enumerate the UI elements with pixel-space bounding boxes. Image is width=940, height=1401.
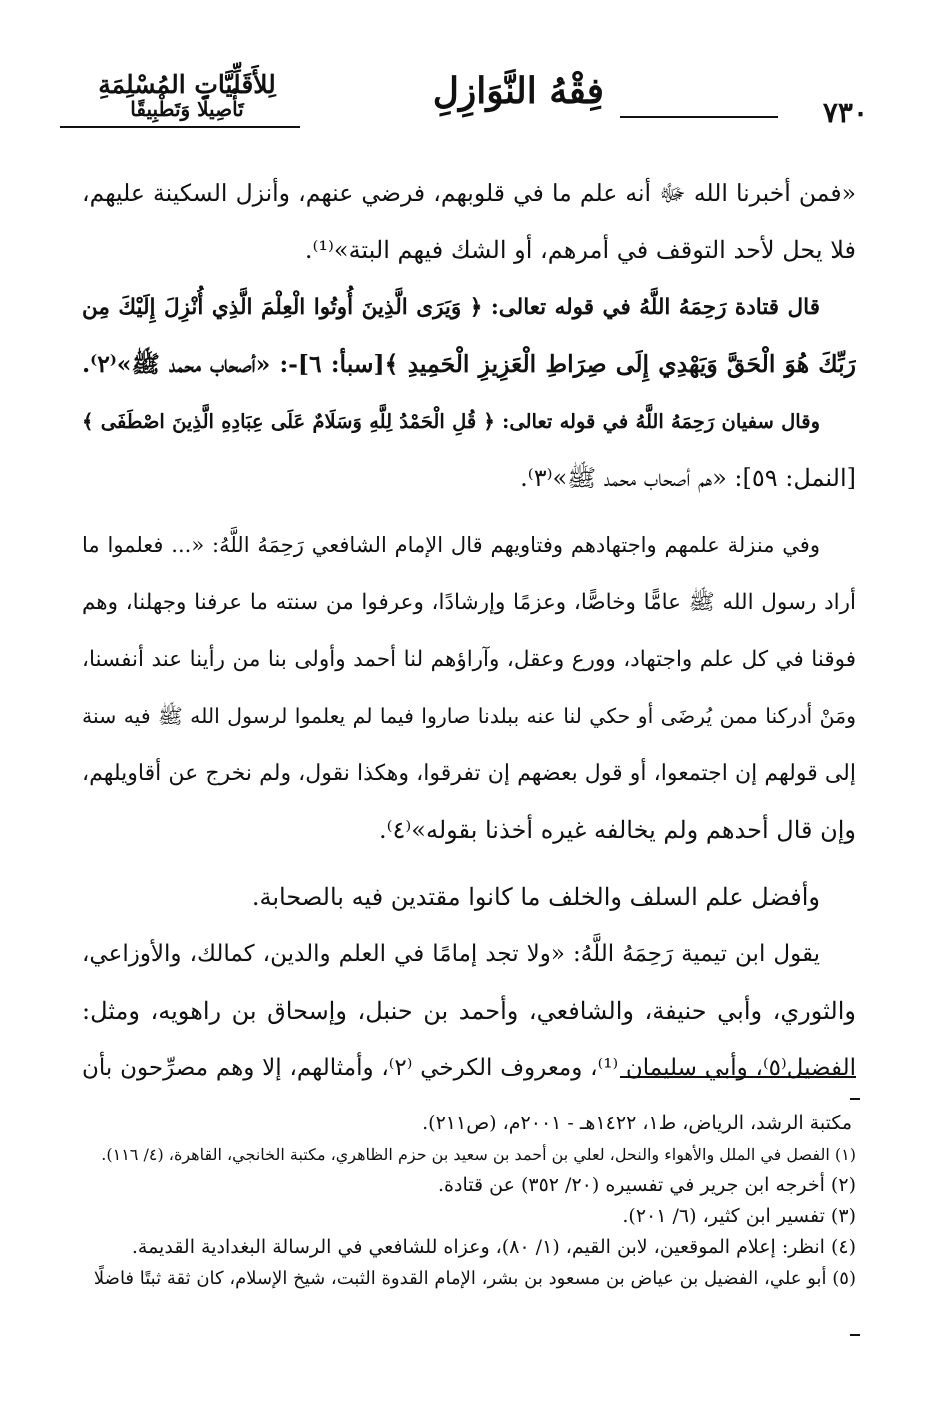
text-line: «فمن أخبرنا الله ﷻ أنه علم ما في قلوبهم، فرضي عنهم، وأنزل السكينة عليهم، <box>82 179 856 207</box>
text-line: رَبِّكَ هُوَ الْحَقَّ وَيَهْدِي إِلَى صِرَاطِ الْعَزِيزِ الْحَمِيدِ ﴾[سبأ: ٦]-: «أصحاب محمد ﷺ»⁽٢⁾. <box>82 350 856 378</box>
text-line: وفي منزلة علمهم واجتهادهم وفتاويهم قال الإمام الشافعي رَحِمَهُ اللَّهُ: «... فعلموا ما <box>82 533 820 557</box>
header-rule-right <box>620 116 778 118</box>
book-subtitle <box>82 70 292 121</box>
text-line: الفضيل⁽٥⁾، وأبي سليمان ⁽¹⁾، ومعروف الكرخي ⁽٢⁾، وأمثالهم، إلا وهم مصرِّحون بأن <box>82 1055 856 1081</box>
text-line: والثوري، وأبي حنيفة، والشافعي، وأحمد بن حنبل، وإسحاق بن راهويه، ومثل: <box>82 997 856 1025</box>
continuation-mark-top <box>850 1098 860 1100</box>
footnote-separator <box>620 1076 856 1078</box>
footnote-line: (٤) انظر: إعلام الموقعين، لابن القيم، (١/ ٨٠)، وعزاه للشافعي في الرسالة البغدادية القديمة. <box>131 1236 856 1258</box>
text-line: وقال سفيان رَحِمَهُ اللَّهُ في قوله تعالى: ﴿ قُلِ الْحَمْدُ لِلَّهِ وَسَلَامٌ عَلَى عِبَادِهِ الَّذِينَ اصْطَفَى ﴾ <box>82 410 820 433</box>
paragraph-gap <box>82 507 856 517</box>
text-line: إلى قولهم إن اجتمعوا، أو قول بعضهم إن تفرقوا، وهكذا نقول، ولم نخرج عن أقاويلهم، <box>82 761 856 786</box>
text-line: فوقنا في كل علم واجتهاد، وورع وعقل، وآراؤهم لنا أحمد وأولى بنا من رأينا عند أنفسنا، <box>82 647 856 672</box>
continuation-mark-bottom <box>850 1334 860 1336</box>
text-line: [النمل: ٥٩]: «هم أصحاب محمد ﷺ»⁽٣⁾. <box>520 464 856 492</box>
text-line: يقول ابن تيمية رَحِمَهُ اللَّهُ: «ولا تجد إمامًا في العلم والدين، كمالك، والأوزاعي، <box>82 941 820 967</box>
header-rule-left <box>60 126 300 128</box>
text-line: ومَنْ أدركنا ممن يُرضَى أو حكي لنا عنه ببلدنا صاروا فيما لم يعلموا لرسول الله ﷺ فيه سنة <box>82 704 856 728</box>
book-title: فِقْهُ النَّوَازِلِ <box>432 70 604 112</box>
paragraph-gap <box>82 859 856 869</box>
text-line: وأفضل علم السلف والخلف ما كانوا مقتدين فيه بالصحابة. <box>251 883 820 911</box>
footnotes <box>82 1108 856 1294</box>
text-line: فلا يحل لأحد التوقف في أمرهم، أو الشك فيهم البتة»⁽¹⁾. <box>304 236 856 264</box>
text-line: قال قتادة رَحِمَهُ اللَّهُ في قوله تعالى: ﴿ وَيَرَى الَّذِينَ أُوتُوا الْعِلْمَ الَّذِي أُنْزِلَ إِلَيْكَ مِن <box>82 295 820 320</box>
page-number: ٧٣٠ <box>822 96 868 129</box>
footnote-line: مكتبة الرشد، الرياض، ط١، ١٤٢٢هـ - ٢٠٠١م، (ص٢١١). <box>422 1112 852 1134</box>
text-line: وإن قال أحدهم ولم يخالفه غيره أخذنا بقوله»⁽٤⁾. <box>378 816 856 844</box>
footnote-line: (٥) أبو علي، الفضيل بن عياض بن مسعود بن بشر، الإمام القدوة الثبت، شيخ الإسلام، كان ثقة ثبتًا فاضلًا <box>93 1268 856 1289</box>
subtitle-line-1: لِلأَقَلِّيَّاتِ المُسْلِمَةِ <box>98 70 276 99</box>
subtitle-line-2: تَأْصِيلًا وَتَطْبِيقًا <box>130 97 244 121</box>
footnote-line: (١) الفصل في الملل والأهواء والنحل، لعلي بن أحمد بن سعيد بن حزم الظاهري، مكتبة الخانجي، القاهرة، (٤/ ١١٦). <box>101 1145 856 1164</box>
text-line: أراد رسول الله ﷺ عامًّا وخاصًّا، وعزمًا وإرشادًا، وعرفوا من سنته ما عرفنا وجهلنا، وهم <box>82 590 856 615</box>
footnote-line: (٢) أخرجه ابن جرير في تفسيره (٢٠/ ٣٥٢) عن قتادة. <box>438 1174 856 1196</box>
main-text <box>82 165 856 1097</box>
footnote-line: (٣) تفسير ابن كثير، (٦/ ٢٠١). <box>622 1205 856 1227</box>
running-header <box>60 70 890 150</box>
